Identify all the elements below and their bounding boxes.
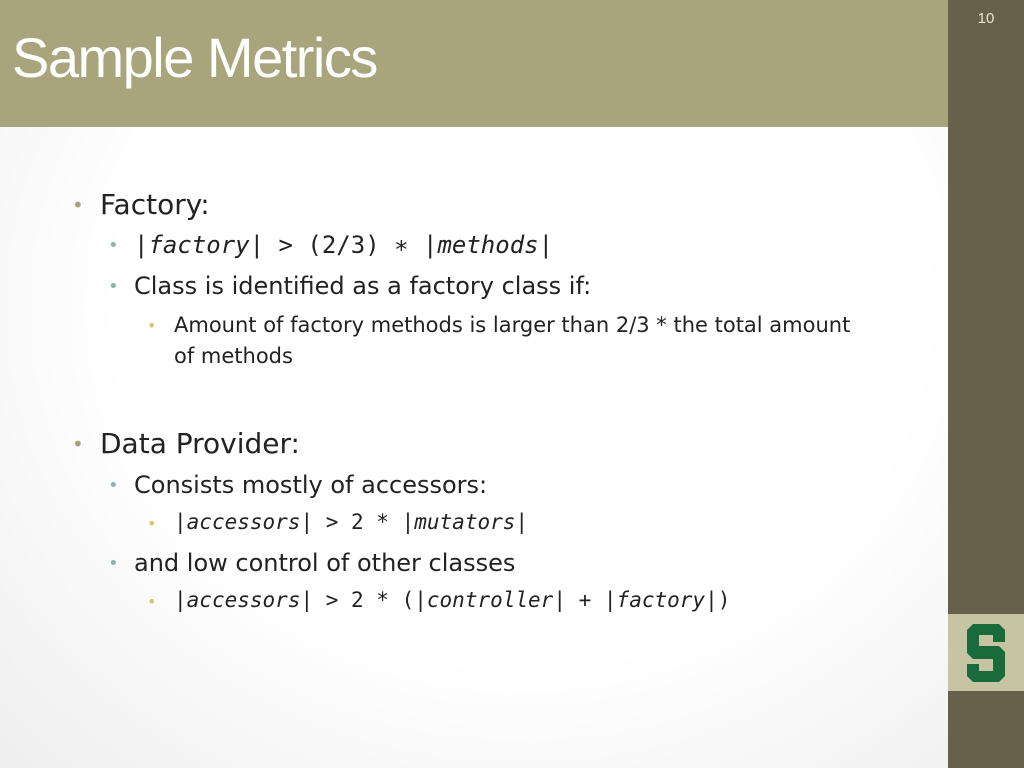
formula-part: |): [705, 588, 731, 612]
factory-heading: Factory:: [100, 188, 210, 221]
factory-rule: Class is identified as a factory class if:: [134, 272, 592, 300]
slide-title: Sample Metrics: [12, 26, 377, 89]
logo-box: [948, 614, 1024, 691]
accessors-formula: [174, 510, 528, 534]
formula-variable: mutators: [414, 510, 516, 534]
bullet-marker: •: [72, 193, 84, 217]
bullet-marker: •: [108, 553, 119, 574]
msu-s-logo-icon: [965, 624, 1007, 682]
formula-variable: accessors: [186, 588, 301, 612]
formula-variable: methods: [437, 231, 539, 259]
data-provider-heading: Data Provider:: [100, 427, 300, 460]
bullet-marker: •: [108, 475, 119, 496]
bullet-marker: •: [147, 316, 157, 335]
formula-part: | > (2/3) ∗ |: [249, 231, 438, 259]
page-number: 10: [977, 10, 995, 27]
formula-part: | > 2 * |: [300, 510, 415, 534]
factory-formula: [134, 231, 553, 259]
accessors-text: Consists mostly of accessors:: [134, 471, 488, 499]
formula-variable: factory: [616, 588, 706, 612]
bullet-marker: •: [108, 276, 119, 297]
formula-part: |: [538, 231, 554, 259]
formula-variable: factory: [148, 231, 250, 259]
formula-variable: controller: [426, 588, 554, 612]
formula-variable: accessors: [186, 510, 301, 534]
bullet-marker: •: [72, 432, 84, 456]
formula-part: | + |: [553, 588, 617, 612]
formula-part: | > 2 * (|: [300, 588, 427, 612]
formula-part: |: [174, 588, 187, 612]
bullet-marker: •: [147, 592, 157, 611]
bullet-marker: •: [147, 514, 157, 533]
formula-part: |: [134, 231, 149, 259]
factory-detail: Amount of factory methods is larger than 2/3 * the total amount of methods: [174, 313, 851, 368]
bullet-marker: •: [108, 235, 119, 256]
low-control-text: and low control of other classes: [134, 549, 516, 577]
formula-part: |: [515, 510, 529, 534]
low-control-formula: [174, 588, 730, 612]
formula-part: |: [174, 510, 187, 534]
